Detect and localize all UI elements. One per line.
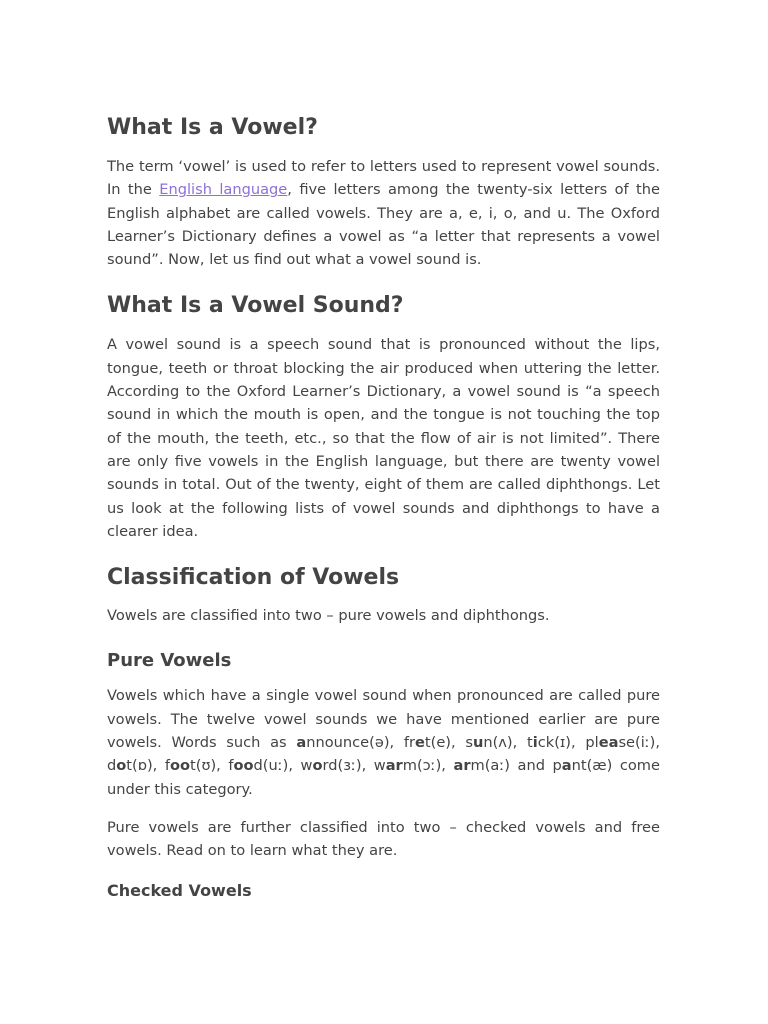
example-word: arm(aː) [453, 757, 510, 775]
heading-classification-of-vowels: Classification of Vowels [107, 565, 400, 591]
example-word: please(iː) [585, 734, 656, 752]
vowel-letter-highlight: ea [598, 734, 619, 752]
vowel-letter-highlight: ar [453, 757, 471, 775]
vowel-letter-highlight: oo [169, 757, 191, 775]
example-word-list: announce(ə), fret(e), sun(ʌ), tick(ɪ), please(iː), dot(ɒ), foot(ʊ), food(uː), word(ɜː), warm(ɔː), arm(aː) and pant(æ) [107, 734, 661, 775]
example-word: warm(ɔː) [373, 757, 442, 775]
pure-vowels-intro: Vowels which have a single vowel sound when pronounced are called pure vowels. The twelve vowel sounds we have mentioned earlier are pure vowels. Words such as [107, 687, 660, 752]
heading-what-is-a-vowel: What Is a Vowel? [107, 115, 318, 140]
example-word: word(ɜː) [300, 757, 362, 775]
example-word: pant(æ) [552, 757, 613, 775]
pure-vowels-outro: come under this category. [107, 757, 661, 798]
vowel-letter-highlight: a [296, 734, 307, 752]
vowel-letter-highlight: oo [233, 757, 254, 775]
vowel-letter-highlight: o [312, 757, 323, 775]
vowel-text-before-link: The term ‘vowel’ is used to refer to letters used to represent vowel sounds. In the [107, 158, 660, 199]
vowel-letter-highlight: u [472, 734, 484, 752]
vowel-letter-highlight: i [532, 734, 538, 752]
paragraph-classification: Vowels are classified into two – pure vowels and diphthongs. [107, 607, 550, 625]
vowel-letter-highlight: ar [385, 757, 403, 775]
heading-checked-vowels: Checked Vowels [107, 880, 252, 900]
paragraph-vowel-definition [107, 155, 660, 271]
example-word: announce(ə) [296, 734, 390, 752]
vowel-text-after-link: , five letters among the twenty-six letters of the English alphabet are called vowels. They are a, e, i, o, and u. The Oxford Learner’s Dictionary defines a vowel as “a letter that represents a vowel sound”. Now, let us find out what a vowel sound is. [107, 181, 661, 269]
english-language-link[interactable]: English language [159, 181, 288, 199]
heading-what-is-a-vowel-sound: What Is a Vowel Sound? [107, 293, 404, 319]
paragraph-pure-vowels [107, 684, 660, 800]
article [107, 113, 660, 902]
example-word: food(uː) [228, 757, 289, 775]
example-word: tick(ɪ) [526, 734, 572, 752]
example-word: dot(ɒ) [107, 757, 153, 775]
paragraph-pure-vowels-classified: Pure vowels are further classified into two – checked vowels and free vowels. Read on to learn what they are. [107, 818, 660, 860]
vowel-letter-highlight: o [116, 757, 127, 775]
example-word: fret(e) [403, 734, 451, 752]
vowel-letter-highlight: a [561, 757, 572, 775]
heading-pure-vowels: Pure Vowels [107, 650, 232, 672]
paragraph-vowel-sound: A vowel sound is a speech sound that is pronounced without the lips, tongue, teeth or throat blocking the air produced when uttering the letter. According to the Oxford Learner’s Dictionary, a vowel sound is “a speech sound in which the mouth is open, and the tongue is not touching the top of the mouth, the teeth, etc., so that the flow of air is not limited”. There are only five vowels in the English language, but there are twenty vowel sounds in total. Out of the twenty, eight of them are called diphthongs. Let us look at the following lists of vowel sounds and diphthongs to have a clearer idea. [107, 336, 660, 540]
example-word: foot(ʊ) [164, 757, 217, 775]
vowel-letter-highlight: e [415, 734, 425, 752]
example-word: sun(ʌ) [465, 734, 513, 752]
